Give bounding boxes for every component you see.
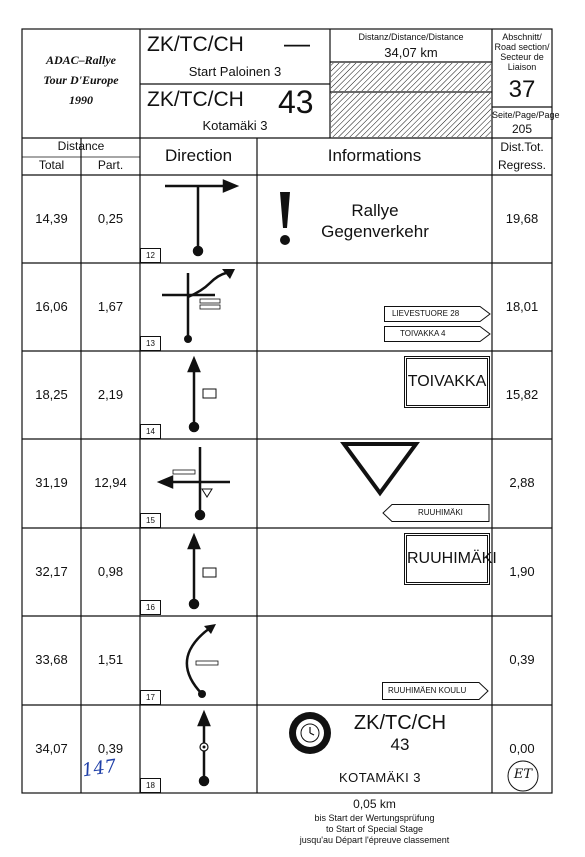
page-label: Seite/Page/Page	[492, 110, 560, 120]
info-line: Gegenverkehr	[321, 222, 429, 241]
row-total: 32,17	[35, 564, 68, 579]
footer-line: bis Start der Wertungsprüfung	[314, 813, 435, 823]
row-regress: 19,68	[505, 211, 539, 226]
row-total: 16,06	[35, 299, 68, 314]
info-control-name: KOTAMÄKI 3	[338, 770, 422, 785]
section-label-line: Liaison	[507, 62, 537, 72]
column-distance: Distance	[57, 139, 105, 153]
row-regress: 1,90	[509, 564, 535, 579]
event-title	[22, 50, 140, 110]
column-informations: Informations	[327, 146, 422, 165]
info-line: Rallye	[351, 201, 399, 220]
clock-icon	[287, 710, 333, 756]
column-part: Part.	[97, 158, 124, 172]
row-regress: 0,00	[509, 741, 535, 756]
row-part: 12,94	[94, 475, 127, 490]
row-total: 34,07	[35, 741, 68, 756]
footer-distance: 0,05 km	[353, 797, 396, 811]
row-regress: 2,88	[509, 475, 535, 490]
row-number-badge: 12	[140, 248, 161, 263]
exclamation-icon	[275, 190, 295, 250]
end-control-code: ZK/TC/CH	[147, 88, 244, 111]
footer-line: jusqu'au Départ l'épreuve classement	[299, 835, 450, 845]
tulip-straight-icon	[140, 351, 257, 439]
tulip-left-yield-icon	[140, 439, 257, 528]
row-part: 0,25	[97, 211, 124, 226]
yield-icon	[340, 441, 420, 497]
column-regress: Regress.	[497, 158, 547, 172]
section-label-line: Road section/	[494, 42, 550, 52]
section-label-line: Abschnitt/	[502, 32, 542, 42]
column-direction: Direction	[164, 146, 233, 165]
row-regress: 18,01	[505, 299, 539, 314]
start-control-code: ZK/TC/CH	[147, 33, 244, 56]
row-regress: 0,39	[509, 652, 535, 667]
distance-value: 34,07 km	[384, 45, 438, 60]
place-name-sign: TOIVAKKA	[404, 356, 490, 408]
handwritten-note: 147	[80, 755, 118, 782]
distance-label: Distanz/Distance/Distance	[358, 32, 464, 42]
row-part: 2,19	[97, 387, 124, 402]
row-part: 1,67	[97, 299, 124, 314]
row-total: 31,19	[35, 475, 68, 490]
tulip-straight-end-icon	[140, 705, 257, 793]
end-control-number: 43	[278, 84, 314, 120]
row-number-badge: 18	[140, 778, 161, 793]
column-dist-tot: Dist.Tot.	[500, 140, 544, 154]
row-part: 0,39	[97, 741, 124, 756]
column-total: Total	[38, 158, 65, 172]
footer-line: to Start of Special Stage	[325, 824, 424, 834]
row-part: 0,98	[97, 564, 124, 579]
start-control-dash: —	[284, 28, 310, 58]
event-line: 1990	[69, 93, 93, 107]
footer-note	[232, 813, 517, 846]
row-regress: 15,82	[505, 387, 539, 402]
direction-sign: LIEVESTUORE 28	[392, 309, 460, 318]
initials-text: ET	[513, 767, 533, 782]
section-label	[492, 32, 552, 72]
info-control-code: ZK/TC/CH	[353, 712, 447, 734]
start-control-name: Start Paloinen 3	[188, 64, 282, 79]
row-number-badge: 16	[140, 600, 161, 615]
place-name-sign: RUUHIMÄKI	[404, 533, 490, 585]
direction-sign: RUUHIMÄEN KOULU	[388, 686, 467, 695]
tulip-right-t-icon	[140, 175, 257, 263]
section-label-line: Secteur de	[500, 52, 544, 62]
direction-sign: TOIVAKKA 4	[400, 329, 446, 338]
row-total: 33,68	[35, 652, 68, 667]
row-number-badge: 17	[140, 690, 161, 705]
row-number-badge: 15	[140, 513, 161, 528]
row-number-badge: 13	[140, 336, 161, 351]
info-control-number: 43	[390, 735, 410, 754]
event-line: Tour D'Europe	[43, 73, 119, 87]
tulip-right-turn-icon	[140, 263, 257, 351]
row-part: 1,51	[97, 652, 124, 667]
tulip-curve-icon	[140, 616, 257, 705]
end-control-name: Kotamäki 3	[202, 118, 268, 133]
row-total: 18,25	[35, 387, 68, 402]
section-number: 37	[508, 76, 536, 103]
direction-sign: RUUHIMÄKI	[418, 508, 463, 517]
row-total: 14,39	[35, 211, 68, 226]
page-number: 205	[511, 122, 533, 136]
row-number-badge: 14	[140, 424, 161, 439]
tulip-straight-icon	[140, 528, 257, 616]
event-line: ADAC–Rallye	[45, 53, 116, 67]
